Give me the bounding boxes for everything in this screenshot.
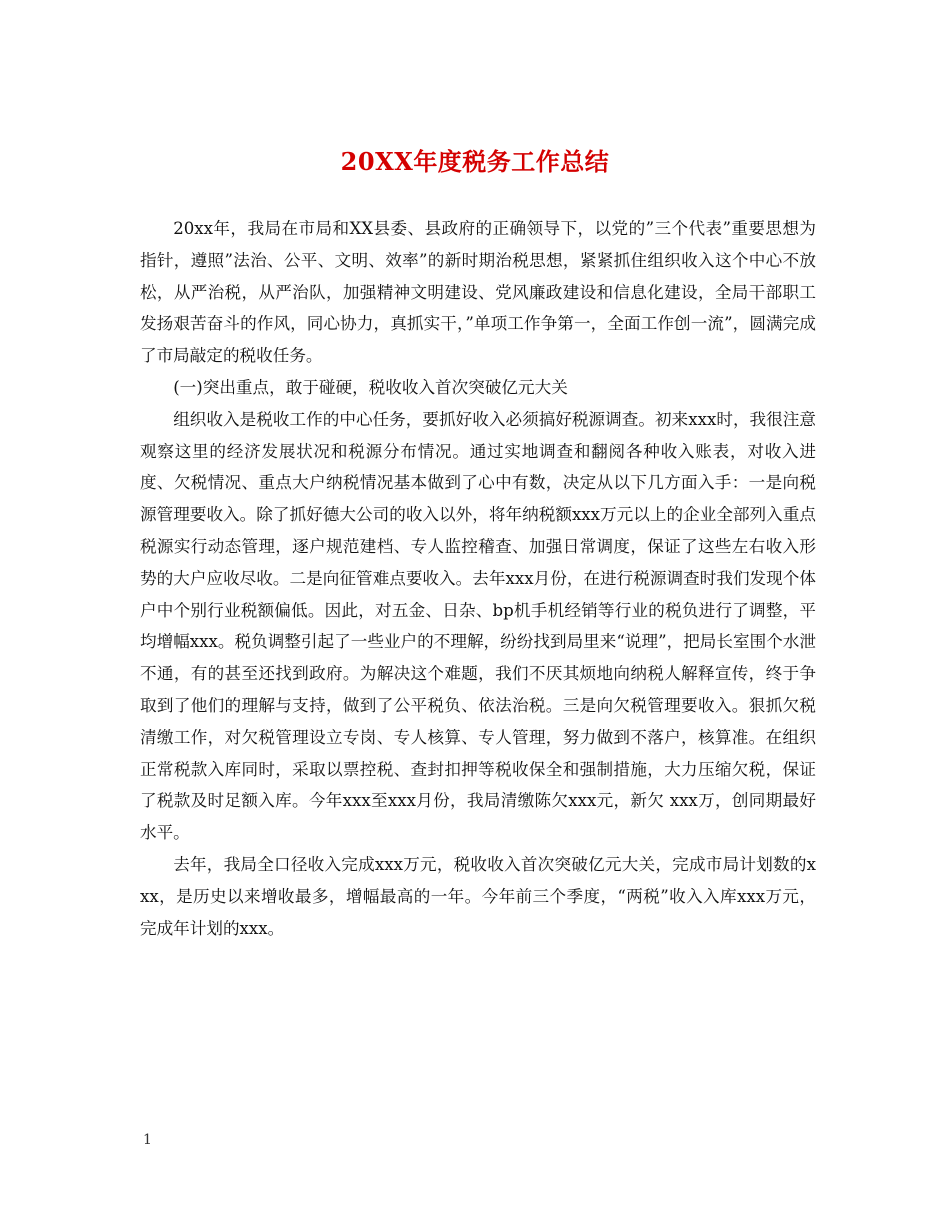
body-paragraph: 组织收入是税收工作的中心任务，要抓好收入必须搞好税源调查。初来xxx时，我很注意观察这里的经济发展状况和税源分布情况。通过实地调查和翻阅各种收入账表，对收入进度、欠税情况、重点大户纳税情况基本做到了心中有数，决定从以下几方面入手：一是向税源管理要收入。除了抓好德大公司的收入以外，将年纳税额xxx万元以上的企业全部列入重点税源实行动态管理，逐户规范建档、专人监控稽查、加强日常调度，保证了这些左右收入形势的大户应收尽收。二是向征管难点要收入。去年xxx月份，在进行税源调查时我们发现个体户中个别行业税额偏低。因此，对五金、日杂、bp机手机经销等行业的税负进行了调整，平均增幅xxx。税负调整引起了一些业户的不理解，纷纷找到局里来“说理”，把局长室围个水泄不通，有的甚至还找到政府。为解决这个难题，我们不厌其烦地向纳税人解释宣传，终于争取到了他们的理解与支持，做到了公平税负、依法治税。三是向欠税管理要收入。狠抓欠税清缴工作，对欠税管理设立专岗、专人核算、专人管理，努力做到不落户，核算准。在组织正常税款入库同时，采取以票控税、查封扣押等税收保全和强制措施，大力压缩欠税，保证了税款及时足额入库。今年xxx至xxx月份，我局清缴陈欠xxx元，新欠 xxx万，创同期最好水平。 [140, 409, 816, 843]
page-number: 1 [143, 1132, 152, 1148]
section-heading: (一)突出重点，敢于碰硬，税收收入首次突破亿元大关 [173, 377, 568, 397]
document-title: 20XX年度税务工作总结 [340, 147, 610, 176]
document-body [140, 213, 816, 944]
intro-paragraph: 20xx年，我局在市局和XX县委、县政府的正确领导下，以党的”三个代表”重要思想为指针，遵照”法治、公平、文明、效率”的新时期治税思想，紧紧抓住组织收入这个中心不放松，从严治税，从严治队，加强精神文明建设、党风廉政建设和信息化建设，全局干部职工发扬艰苦奋斗的作风，同心协力，真抓实干，”单项工作争第一，全面工作创一流”，圆满完成了市局敲定的税收任务。 [140, 219, 816, 366]
summary-paragraph: 去年，我局全口径收入完成xxx万元，税收收入首次突破亿元大关，完成市局计划数的xxx，是历史以来增收最多，增幅最高的一年。今年前三个季度，“两税”收入入库xxx万元，完成年计划的xxx。 [140, 854, 816, 938]
